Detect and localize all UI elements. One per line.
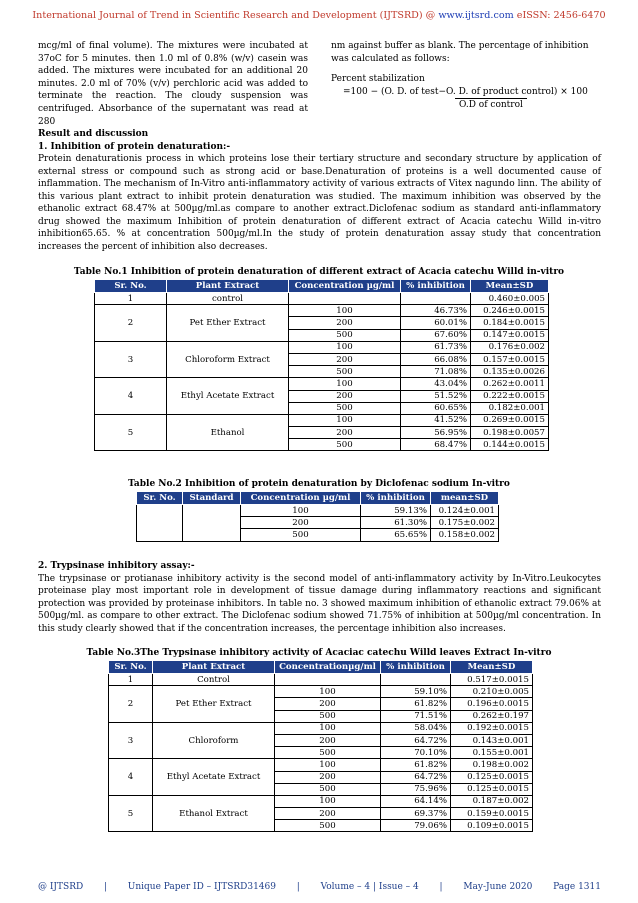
inhibition-cell: 66.08% [401,353,471,365]
mean-sd-cell: 0.125±0.0015 [451,783,533,795]
footer-separator: | [439,882,443,892]
column-header: Standard [183,492,241,505]
formula-label: Percent stabilization [331,74,425,85]
column-header: mean±SD [431,492,499,505]
inhibition-cell: 51.52% [401,390,471,402]
inhibition-cell: 64.72% [381,734,451,746]
mean-sd-cell: 0.157±0.0015 [471,353,549,365]
sr-no-cell: 5 [95,414,167,451]
concentration-cell: 500 [289,402,401,414]
inhibition-cell: 59.10% [381,686,451,698]
footer-volume: Volume – 4 | Issue – 4 [320,882,419,892]
right-column [331,40,601,112]
inhibition-cell: 65.65% [361,529,431,541]
column-header: % inhibition [401,280,471,293]
journal-header [0,10,638,21]
table-row [109,759,533,771]
section-2-paragraph: The trypsinase or protianase inhibitory activity is the second model of anti-inflammatory activity by In-Vitro.Leukocytes proteinase play most important role in development of tissue damage during inflammatory reactions and significant protection was provided by proteinase inhibitors. In table no. 3 showed maximum inhibition of ethanolic extract 79.06% at 500µg/ml. as compare to other extract. The Diclofenac sodium showed 71.75% of inhibition at 500µg/ml concentration. In this study clearly showed that if the concentration increases, the percentage inhibition also increases. [38,573,601,634]
journal-url-link[interactable]: www.ijtsrd.com [438,10,514,21]
column-header: Sr. No. [95,280,167,293]
inhibition-cell: 60.01% [401,317,471,329]
table-row [95,293,549,305]
sr-no-cell: 4 [109,759,153,796]
concentration-cell: 500 [241,529,361,541]
concentration-cell: 100 [241,505,361,517]
concentration-cell [275,674,381,686]
inhibition-cell: 64.72% [381,771,451,783]
concentration-cell: 100 [289,378,401,390]
formula-numerator: =100 − (O. D. of test−O. D. of product control) × 100 [343,86,588,97]
mean-sd-cell: 0.147±0.0015 [471,329,549,341]
left-paragraph: mcg/ml of final volume). The mixtures were incubated at 37oC for 5 minutes. then 1.0 ml of 0.8% (w/v) casein was added. The mixtures were incubated for an additional 20 minutes. 2.0 ml of 70% (v/v) perchloric acid was added to terminate the reaction. The cloudy suspension was centrifuged. Absorbance of the supernatant was read at 280 [38,41,308,127]
footer-separator: | [296,882,300,892]
section-1-paragraph: Protein denaturationis process in which proteins lose their tertiary structure and secondary structure by application of external stress or compound such as strong acid or base.Denaturation of proteins is a well documented cause of inflammation. The mechanism of In-Vitro anti-inflammatory activity of various extracts of Vitex nagundo linn. The ability of this various plant extract to inhibit protein denaturation was studied. The maximum inhibition was observed by the ethanolic extract 68.47% at 500µg/ml.as compare to another extract.Diclofenac sodium as standard anti-inflammatory drug showed the maximum Inhibition of protein denaturation of different extract of Acacia catechu Willd in-vitro inhibition65.65. % at concentration 500µg/ml.In the study of protein denaturation assay study that concentration increases the percent of inhibition also decreases. [38,154,601,252]
concentration-cell: 200 [241,517,361,529]
mean-sd-cell: 0.460±0.005 [471,293,549,305]
column-header: Sr. No. [109,661,153,674]
footer-page-number: Page 1311 [553,882,601,892]
column-header: % inhibition [381,661,451,674]
inhibition-cell: 56.95% [401,427,471,439]
sr-no-cell: 2 [109,686,153,723]
column-header: Plant Extract [153,661,275,674]
section-1-subheading: 1. Inhibition of protein denaturation:- [38,141,231,152]
concentration-cell: 200 [275,808,381,820]
concentration-cell: 100 [289,414,401,426]
inhibition-cell: 75.96% [381,783,451,795]
table-row [95,414,549,426]
table-3-header-row [109,661,533,674]
journal-issn: eISSN: 2456-6470 [513,10,606,21]
mean-sd-cell: 0.262±0.197 [451,710,533,722]
concentration-cell: 200 [289,317,401,329]
concentration-cell: 200 [275,734,381,746]
table-row [95,305,549,317]
concentration-cell: 200 [275,698,381,710]
mean-sd-cell: 0.196±0.0015 [451,698,533,710]
table-3-caption: Table No.3The Trypsinase inhibitory activity of Acaciac catechu Willd leaves Extract In-vitro [86,648,552,658]
concentration-cell: 200 [275,771,381,783]
extract-name-cell: Ethyl Acetate Extract [167,378,289,415]
formula-denominator: O.D of control [455,98,527,112]
extract-name-cell: Ethanol [167,414,289,451]
extract-name-cell: Ethyl Acetate Extract [153,759,275,796]
inhibition-cell: 64.14% [381,795,451,807]
mean-sd-cell: 0.125±0.0015 [451,771,533,783]
sr-no-cell [137,505,183,542]
left-column [38,40,308,128]
concentration-cell: 500 [289,439,401,451]
mean-sd-cell: 0.144±0.0015 [471,439,549,451]
sr-no-cell: 1 [95,293,167,305]
inhibition-cell: 61.82% [381,698,451,710]
mean-sd-cell: 0.182±0.001 [471,402,549,414]
table-1-caption: Table No.1 Inhibition of protein denaturation of different extract of Acacia catechu Willd in-vitro [73,267,565,277]
table-2-header-row [137,492,499,505]
mean-sd-cell: 0.262±0.0011 [471,378,549,390]
mean-sd-cell: 0.184±0.0015 [471,317,549,329]
column-header: Concentration µg/ml [241,492,361,505]
inhibition-cell: 71.08% [401,366,471,378]
column-header: Concentration µg/ml [289,280,401,293]
extract-name-cell: control [167,293,289,305]
inhibition-cell: 79.06% [381,820,451,832]
inhibition-cell: 60.65% [401,402,471,414]
concentration-cell: 500 [289,329,401,341]
mean-sd-cell: 0.143±0.001 [451,734,533,746]
table-row [95,341,549,353]
mean-sd-cell: 0.517±0.0015 [451,674,533,686]
concentration-cell: 200 [289,353,401,365]
footer-paper-id: Unique Paper ID – IJTSRD31469 [127,882,276,892]
section-2 [38,560,601,635]
section-1 [38,128,601,253]
mean-sd-cell: 0.135±0.0026 [471,366,549,378]
inhibition-cell [381,674,451,686]
sr-no-cell: 4 [95,378,167,415]
inhibition-cell: 59.13% [361,505,431,517]
table-row [109,722,533,734]
column-header: Concentrationµg/ml [275,661,381,674]
mean-sd-cell: 0.187±0.002 [451,795,533,807]
concentration-cell: 500 [289,366,401,378]
concentration-cell: 100 [275,795,381,807]
table-row [95,378,549,390]
inhibition-cell: 58.04% [381,722,451,734]
inhibition-cell: 61.73% [401,341,471,353]
inhibition-cell [401,293,471,305]
standard-cell [183,505,241,542]
concentration-cell: 200 [289,390,401,402]
page-footer [38,882,601,892]
sr-no-cell: 2 [95,305,167,342]
sr-no-cell: 3 [95,341,167,378]
extract-name-cell: Pet Ether Extract [167,305,289,342]
table-1-header-row [95,280,549,293]
results-heading: Result and discussion [38,129,149,139]
mean-sd-cell: 0.155±0.001 [451,747,533,759]
mean-sd-cell: 0.176±0.002 [471,341,549,353]
concentration-cell: 500 [275,710,381,722]
mean-sd-cell: 0.269±0.0015 [471,414,549,426]
right-paragraph: nm against buffer as blank. The percentage of inhibition was calculated as follows: [331,41,589,64]
footer-copyright: @ IJTSRD [38,882,84,892]
inhibition-cell: 69.37% [381,808,451,820]
column-header: Mean±SD [451,661,533,674]
concentration-cell: 100 [275,686,381,698]
column-header: Mean±SD [471,280,549,293]
mean-sd-cell: 0.198±0.002 [451,759,533,771]
concentration-cell: 500 [275,747,381,759]
mean-sd-cell: 0.159±0.0015 [451,808,533,820]
concentration-cell: 100 [275,759,381,771]
concentration-cell: 100 [275,722,381,734]
mean-sd-cell: 0.222±0.0015 [471,390,549,402]
mean-sd-cell: 0.124±0.001 [431,505,499,517]
mean-sd-cell: 0.246±0.0015 [471,305,549,317]
journal-name: International Journal of Trend in Scientific Research and Development (IJTSRD) @ [32,10,439,21]
footer-separator: | [103,882,107,892]
column-header: Sr. No. [137,492,183,505]
inhibition-cell: 71.51% [381,710,451,722]
footer-date: May-June 2020 [463,882,533,892]
inhibition-cell: 68.47% [401,439,471,451]
extract-name-cell: Control [153,674,275,686]
table-3 [108,660,533,832]
extract-name-cell: Chloroform [153,722,275,759]
inhibition-cell: 43.04% [401,378,471,390]
sr-no-cell: 3 [109,722,153,759]
concentration-cell: 100 [289,305,401,317]
sr-no-cell: 1 [109,674,153,686]
table-1 [94,279,549,451]
concentration-cell [289,293,401,305]
inhibition-cell: 61.82% [381,759,451,771]
table-2 [136,491,499,542]
mean-sd-cell: 0.175±0.002 [431,517,499,529]
mean-sd-cell: 0.198±0.0057 [471,427,549,439]
inhibition-cell: 61.30% [361,517,431,529]
table-row [109,674,533,686]
mean-sd-cell: 0.109±0.0015 [451,820,533,832]
concentration-cell: 500 [275,783,381,795]
concentration-cell: 500 [275,820,381,832]
concentration-cell: 200 [289,427,401,439]
extract-name-cell: Chloroform Extract [167,341,289,378]
inhibition-cell: 41.52% [401,414,471,426]
concentration-cell: 100 [289,341,401,353]
inhibition-cell: 46.73% [401,305,471,317]
inhibition-cell: 70.10% [381,747,451,759]
table-2-caption: Table No.2 Inhibition of protein denaturation by Diclofenac sodium In-vitro [128,479,510,489]
extract-name-cell: Ethanol Extract [153,795,275,832]
extract-name-cell: Pet Ether Extract [153,686,275,723]
table-row [109,686,533,698]
column-header: % inhibition [361,492,431,505]
table-row [109,795,533,807]
inhibition-cell: 67.60% [401,329,471,341]
column-header: Plant Extract [167,280,289,293]
mean-sd-cell: 0.192±0.0015 [451,722,533,734]
mean-sd-cell: 0.158±0.002 [431,529,499,541]
section-2-subheading: 2. Trypsinase inhibitory assay:- [38,561,195,571]
mean-sd-cell: 0.210±0.005 [451,686,533,698]
sr-no-cell: 5 [109,795,153,832]
table-row [137,505,499,517]
